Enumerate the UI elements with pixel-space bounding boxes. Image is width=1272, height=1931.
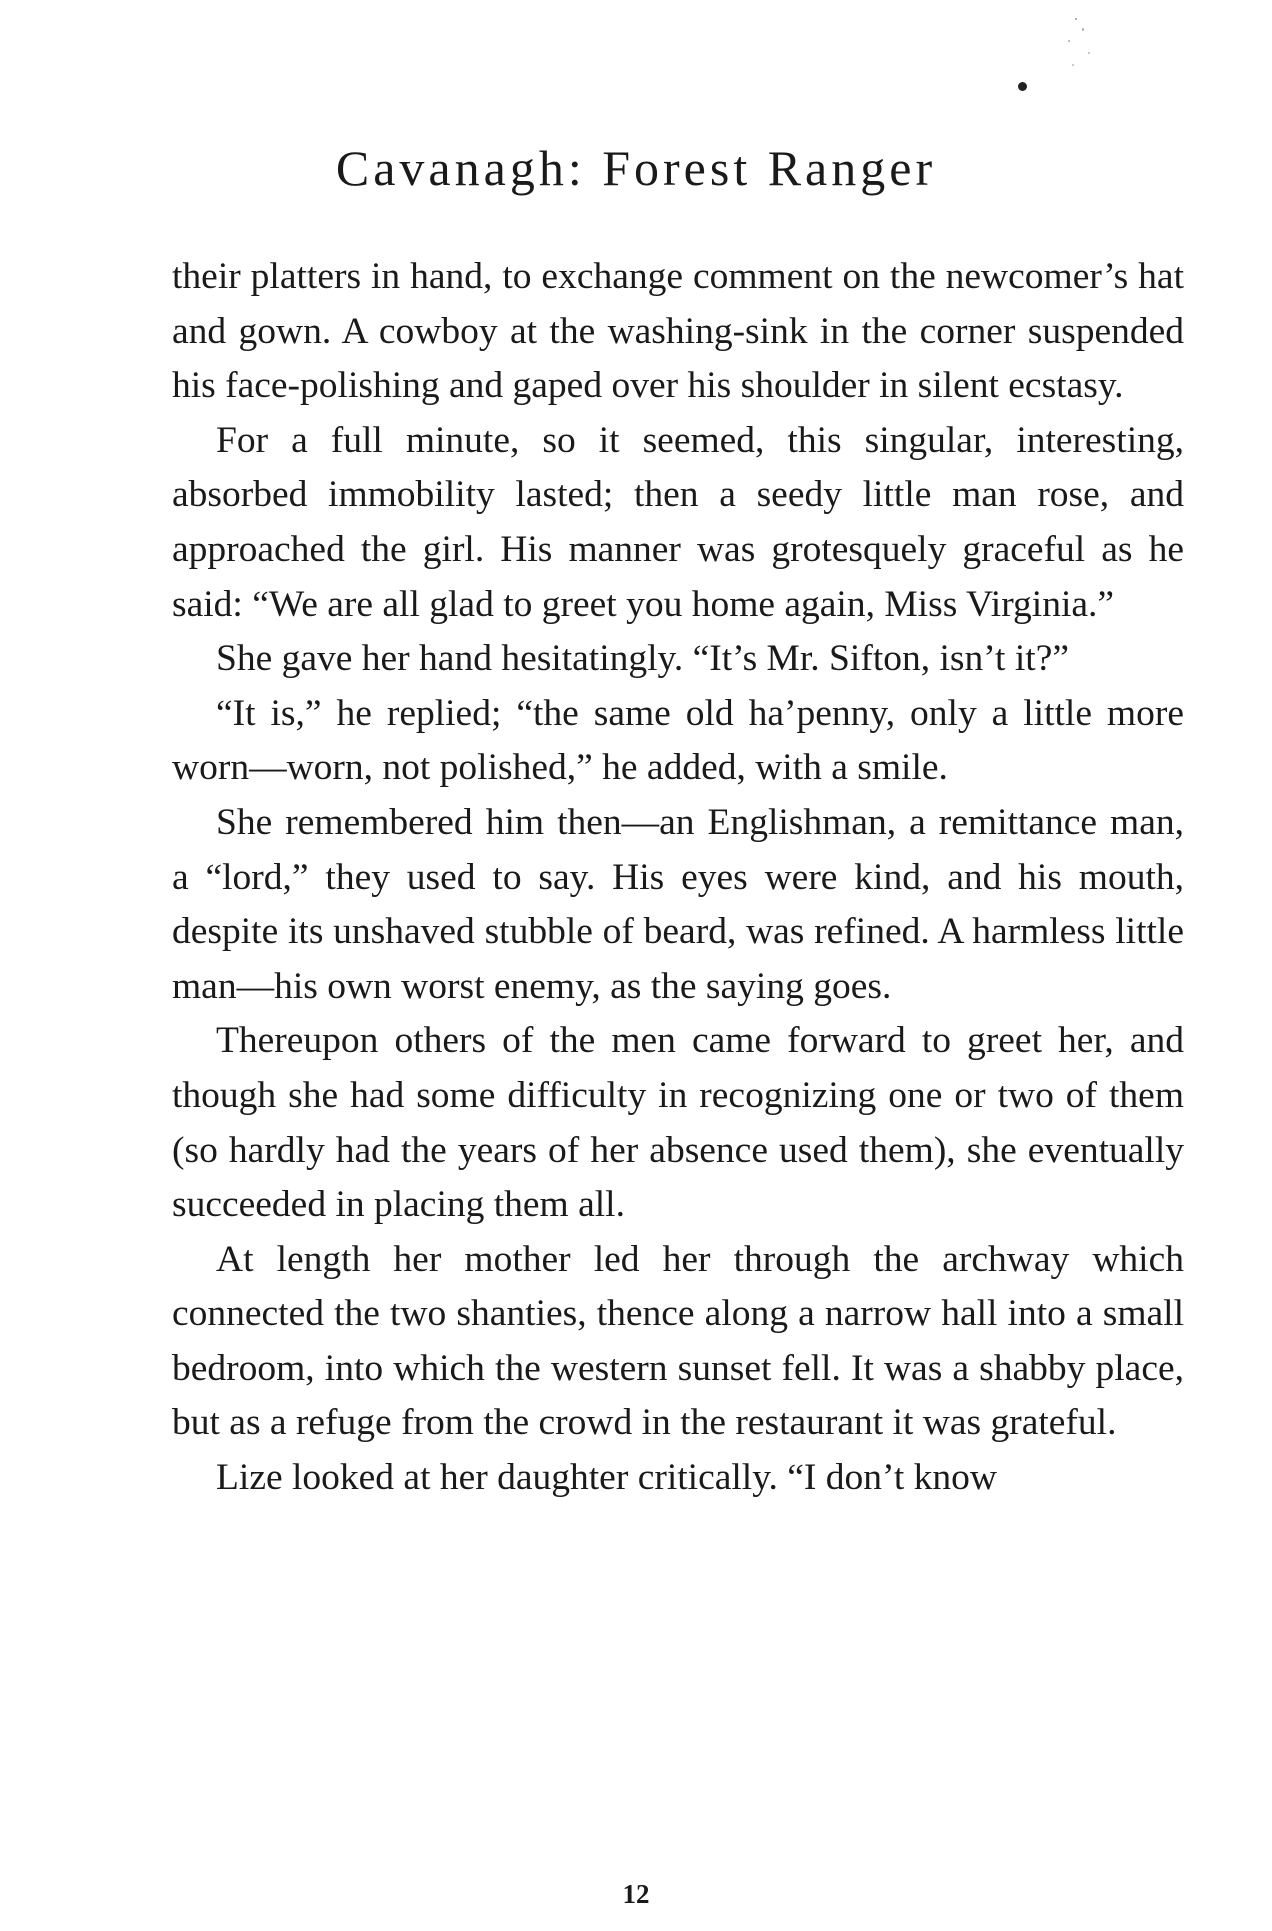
ink-speck [1068,40,1070,42]
page-number: 12 [622,1879,650,1909]
paragraph: “It is,” he replied; “the same old ha’penny, only a little more worn—worn, not polished,” he added, with a smile. [172,692,1184,789]
ink-speck [1082,28,1084,31]
paragraph: For a full minute, so it seemed, this singular, interesting, absorbed immobility lasted; then a seedy little man rose, and approached the girl. His manner was grotesquely graceful as he said: “We are all glad to greet you home again, Miss Virginia.” [172,419,1184,625]
ink-speck [1075,18,1077,20]
paragraph: their platters in hand, to exchange comment on the newcomer’s hat and gown. A cowboy at the washing-sink in the corner suspended his face-polishing and gaped over his shoulder in silent ecstasy. [172,256,1184,407]
ink-speck [1072,64,1074,66]
paragraph: She gave her hand hesitatingly. “It’s Mr. Sifton, isn’t it?” [216,638,1069,680]
paragraph: Thereupon others of the men came forward to greet her, and though she had some difficulty in recognizing one or two of them (so hardly had the years of her absence used them), she eventually succeeded in placing them all. [172,1020,1184,1226]
ink-speck [1018,82,1027,91]
body-text [172,250,1184,1506]
paragraph: Lize looked at her daughter critically. “I don’t know [216,1457,997,1499]
paragraph: At length her mother led her through the archway which connected the two shanties, thence along a narrow hall into a small bedroom, into which the western sunset fell. It was a shabby place, but as a refuge from the crowd in the restaurant it was grateful. [172,1238,1184,1444]
running-head: Cavanagh: Forest Ranger [335,140,937,196]
ink-speck [1088,52,1090,54]
paragraph: She remembered him then—an Englishman, a remittance man, a “lord,” they used to say. His eyes were kind, and his mouth, despite its unshaved stubble of beard, was refined. A harmless little man—his own worst enemy, as the saying goes. [172,801,1184,1007]
